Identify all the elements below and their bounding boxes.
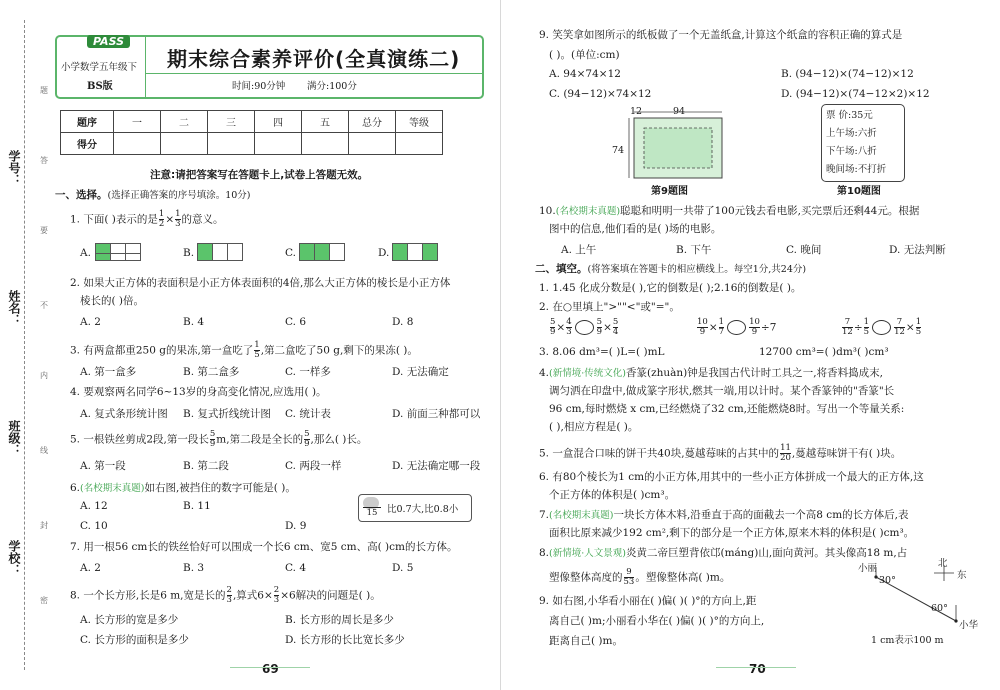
- fraction: $\frac{5}{9}$: [209, 429, 216, 449]
- compass-north: 北: [938, 558, 948, 569]
- compare-circle[interactable]: [575, 320, 594, 335]
- ticket-line: 下午场:八折: [826, 146, 877, 157]
- section-2-heading: [535, 262, 806, 277]
- binding-char: 题: [40, 86, 48, 95]
- q6-figure: [358, 494, 472, 522]
- fig10-caption: 第10题图: [837, 186, 881, 197]
- table-cell: 得分: [61, 133, 114, 155]
- f8-tag: (新情境·人文景观): [549, 548, 626, 559]
- page-number-right: 70: [749, 662, 766, 676]
- q1-figure-a-divider: [95, 253, 141, 254]
- school-label: 学校：: [7, 540, 21, 576]
- fill-1: 1. 1.45 化成分数是( ),它的倒数是( );2.16的倒数是( )。: [539, 282, 802, 294]
- f8-text-2: 塑像整体高度的: [549, 571, 623, 584]
- score-cell: [396, 133, 443, 155]
- figure-9-diagram: [626, 106, 731, 186]
- exam-header: [55, 35, 484, 99]
- q1-option-c[interactable]: C.: [285, 247, 296, 259]
- table-cell: 等级: [396, 111, 443, 133]
- section-2-title: 二、填空。: [535, 263, 588, 275]
- fill-3a: 3. 8.06 dm³=( )L=( )mL: [539, 346, 665, 358]
- q6-option-d[interactable]: D. 9: [285, 520, 307, 532]
- notice: 注意:请把答案写在答题卡上,试卷上答题无效。: [150, 169, 369, 181]
- binding-char: 不: [40, 301, 48, 310]
- q3-option-a[interactable]: A. 第一盒多: [80, 366, 137, 378]
- fraction: $\frac{11}{20}$: [780, 443, 791, 463]
- compare-2: $\frac{10}{9}$ × $\frac{1}{7}$ $\frac{10}{9}$ ÷7: [697, 317, 777, 337]
- section-2-note: (将答案填在答题卡的相应横线上。每空1分,共24分): [587, 264, 807, 275]
- q5-text-mid: m,第二段是全长的: [216, 433, 304, 446]
- question-5: [70, 430, 367, 449]
- table-cell: 总分: [349, 111, 396, 133]
- q2-option-c[interactable]: C. 6: [285, 316, 307, 328]
- q5-option-a[interactable]: A. 第一段: [80, 460, 126, 472]
- binding-char: 内: [40, 371, 48, 380]
- q7-option-a[interactable]: A. 2: [80, 562, 101, 574]
- f4-number: 4.: [539, 367, 550, 379]
- header-divider: [145, 73, 482, 74]
- fill-6-line1: 6. 有80个棱长为1 cm的小正方体,用其中的一些小正方体拼成一个最大的正方体,这: [539, 471, 924, 483]
- q9-option-d[interactable]: D. (94−12)×(74−12×2)×12: [781, 88, 930, 100]
- f4-tag: (新情境·传统文化): [549, 368, 626, 379]
- q1-figure-d: [392, 243, 438, 261]
- page-number-rule: [230, 667, 310, 668]
- q5-option-d[interactable]: D. 无法确定哪一段: [392, 460, 481, 472]
- score-table-score-row: [61, 133, 443, 155]
- q6-number: 6.: [70, 482, 81, 494]
- q6-tag: (名校期末真题): [80, 483, 145, 494]
- binding-char: 答: [40, 156, 48, 165]
- q1-option-a[interactable]: A.: [80, 247, 91, 259]
- compass-east: 东: [957, 570, 967, 581]
- exam-time: 时间:90分钟: [232, 81, 286, 92]
- score-cell: [349, 133, 396, 155]
- compare-1: $\frac{5}{9}$ × $\frac{4}{3}$ $\frac{5}{9}$ × $\frac{5}{4}$: [550, 317, 619, 337]
- binding-char: 封: [40, 521, 48, 530]
- q10-option-b[interactable]: B. 下午: [676, 244, 712, 256]
- fill-9-line1: 9. 如右图,小华看小丽在( )偏( )( )°的方向上,距: [539, 595, 757, 607]
- table-cell: 五: [302, 111, 349, 133]
- xiaohua-point: [954, 619, 957, 622]
- binding-char: 要: [40, 226, 48, 235]
- q9-option-a[interactable]: A. 94×74×12: [549, 68, 621, 80]
- fill-9-line3: 距离自己( )m。: [549, 635, 623, 647]
- question-8: [70, 586, 381, 605]
- fig9-caption: 第9题图: [651, 186, 688, 197]
- q6-text: 如右图,被挡住的数字可能是( )。: [144, 482, 296, 494]
- q5-option-c[interactable]: C. 两段一样: [285, 460, 342, 472]
- table-cell: 二: [161, 111, 208, 133]
- fraction: $\frac{1}{3}$: [175, 209, 181, 229]
- section-1-heading: [55, 188, 251, 203]
- score-cell: [114, 133, 161, 155]
- q5-text: 5. 一根铁丝剪成2段,第一段长: [70, 433, 209, 446]
- edition-label: BS版: [87, 81, 113, 92]
- fill-6-line2: 个正方体的体积是( )cm³。: [549, 489, 676, 501]
- q2-option-d[interactable]: D. 8: [392, 316, 414, 328]
- q10-text-line2: 图中的信息,他们看的是( )场的电影。: [549, 223, 722, 235]
- student-id-label: 学号：: [7, 150, 21, 186]
- page-number-left: 69: [262, 662, 279, 676]
- q4-option-d[interactable]: D. 前面三种都可以: [392, 408, 481, 420]
- fraction: $\frac{2}{3}$: [226, 585, 232, 605]
- binding-char: 密: [40, 596, 48, 605]
- score-cell: [208, 133, 255, 155]
- fill-4-line4: ( ),相应方程是( )。: [549, 421, 639, 433]
- f7-number: 7.: [539, 509, 550, 521]
- fraction: $\frac{5}{9}$: [304, 429, 310, 449]
- score-table: [60, 110, 443, 155]
- q10-text: 聪聪和明明一共带了100元钱去看电影,买完票后还剩44元。根据: [620, 205, 920, 217]
- q10-option-a[interactable]: A. 上午: [561, 244, 597, 256]
- ticket-line: 上午场:六折: [826, 128, 877, 139]
- q1-text: 1. 下面( )表示的是: [70, 213, 158, 226]
- f7-text: 一块长方体木料,沿垂直于高的面截去一个高8 cm的长方体后,表: [613, 509, 909, 521]
- question-6: [70, 481, 296, 496]
- fraction: $\frac{1}{2}$: [158, 209, 165, 229]
- q7-option-b[interactable]: B. 3: [183, 562, 205, 574]
- fill-2: 2. 在○里填上">""<"或"="。: [539, 301, 680, 313]
- map-scale: 1 cm表示100 m: [871, 635, 944, 646]
- q8-option-c[interactable]: C. 长方形的面积是多少: [80, 634, 189, 646]
- fill-4-line2: 调匀洒在印盘中,做成篆字形状,燃其一端,用以计时。某个香篆钟的"香篆"长: [549, 385, 895, 397]
- xiaoli-point: [874, 575, 877, 578]
- q1-option-d[interactable]: D.: [378, 247, 390, 259]
- table-cell: 题序: [61, 111, 114, 133]
- binding-char: 线: [40, 446, 48, 455]
- box-base: [644, 128, 712, 168]
- q6-fraction: 15: [363, 498, 381, 518]
- f8-text: 炎黄二帝巨塑背依邙(máng)山,面向黄河。其头像高18 m,占: [625, 547, 908, 559]
- q1-option-b[interactable]: B.: [183, 247, 195, 259]
- q3-option-d[interactable]: D. 无法确定: [392, 366, 449, 378]
- binding-margin: [0, 0, 52, 690]
- compare-circle[interactable]: [727, 320, 746, 335]
- class-label: 班级：: [7, 420, 21, 456]
- compare-circle[interactable]: [872, 320, 891, 335]
- q2-option-b[interactable]: B. 4: [183, 316, 205, 328]
- q6-option-a[interactable]: A. 12: [80, 500, 108, 512]
- q6-figure-text: 比0.7大,比0.8小: [387, 504, 459, 515]
- brand-logo: PASS: [87, 35, 130, 48]
- f7-tag: (名校期末真题): [549, 510, 614, 521]
- section-1-note: (选择正确答案的序号填涂。10分): [107, 190, 251, 201]
- fill-3b: 12700 cm³=( )dm³( )cm³: [759, 346, 889, 358]
- q8-option-d[interactable]: D. 长方形的长比宽长多少: [285, 634, 405, 646]
- full-score: 满分:100分: [307, 81, 357, 92]
- fill-8: [539, 546, 907, 561]
- q8-option-a[interactable]: A. 长方形的宽是多少: [80, 614, 179, 626]
- q3-text: 3. 有两盒都重250 g的果冻,第一盒吃了: [70, 344, 254, 357]
- f4-text: 香篆(zhuàn)钟是我国古代计时工具之一,将香料捣成末,: [625, 367, 883, 379]
- q4-text: 4. 要观察两名同学6~13岁的身高变化情况,应选用( )。: [70, 386, 327, 398]
- fig9-label-94: 94: [673, 106, 686, 117]
- fill-4: [539, 366, 883, 381]
- fill-8-line2: [549, 568, 730, 587]
- q6-option-c[interactable]: C. 10: [80, 520, 108, 532]
- map-angle-30: 30°: [879, 575, 896, 586]
- table-cell: 四: [255, 111, 302, 133]
- question-3: [70, 341, 418, 360]
- question-1: 1. 下面( )表示的是 $\frac{1}{2}$ × $\frac{1}{3}$ 的意义。: [70, 209, 224, 229]
- q2-text-line1: 2. 如果大正方体的表面积是小正方体表面积的4倍,那么大正方体的棱长是小正方体: [70, 277, 451, 289]
- q10-option-d[interactable]: D. 无法判断: [889, 244, 946, 256]
- q7-option-c[interactable]: C. 4: [285, 562, 307, 574]
- q3-option-c[interactable]: C. 一样多: [285, 366, 331, 378]
- score-cell: [255, 133, 302, 155]
- f8-number: 8.: [539, 547, 550, 559]
- q10-option-c[interactable]: C. 晚间: [786, 244, 822, 256]
- q9-text-line2: ( )。(单位:cm): [549, 49, 620, 61]
- map-xiaoli: 小丽: [858, 563, 878, 574]
- ticket-line: 票 价:35元: [826, 110, 873, 121]
- q4-option-a[interactable]: A. 复式条形统计图: [80, 408, 168, 420]
- fraction: $\frac{9}{53}$: [623, 567, 635, 587]
- score-table-header-row: [61, 111, 443, 133]
- fill-5: [539, 444, 901, 463]
- fill-9-line2: 离自己( )m;小丽看小华在( )偏( )( )°的方向上,: [549, 615, 765, 627]
- q4-option-c[interactable]: C. 统计表: [285, 408, 331, 420]
- f5-text: 5. 一盒混合口味的饼干共40块,蔓越莓味的占其中的: [539, 447, 780, 460]
- fig9-label-12: 12: [630, 106, 643, 117]
- q3-text-end: ,第二盒吃了50 g,剩下的果冻( )。: [260, 344, 418, 357]
- q10-tag: (名校期末真题): [555, 206, 621, 217]
- q2-text-line2: 棱长的( )倍。: [80, 295, 145, 307]
- question-10: [539, 204, 919, 219]
- q4-option-b[interactable]: B. 复式折线统计图: [183, 408, 271, 420]
- right-page: [500, 0, 1000, 690]
- fraction: $\frac{2}{3}$: [273, 585, 280, 605]
- q1-figure-b: [197, 243, 243, 261]
- name-label: 姓名：: [7, 290, 21, 326]
- q10-number: 10.: [539, 205, 556, 217]
- q9-option-b[interactable]: B. (94−12)×(74−12)×12: [781, 68, 914, 80]
- score-cell: [161, 133, 208, 155]
- q5-option-b[interactable]: B. 第二段: [183, 460, 229, 472]
- score-cell: [302, 133, 349, 155]
- compare-3: $\frac{7}{12}$ ÷ $\frac{1}{5}$ $\frac{7}{12}$ × $\frac{1}{5}$: [842, 317, 922, 337]
- map-angle-60: 60°: [931, 603, 948, 614]
- fill-7-line2: 面积比原来减少192 cm²,剩下的部分是一个正方体,原来木料的体积是( )cm³。: [549, 527, 915, 539]
- fill-4-line3: 96 cm,每时燃烧 x cm,已经燃烧了32 cm,还能燃烧8时。写出一个等量关系:: [549, 403, 905, 415]
- f5-text-end: ,蔓越莓味饼干有( )块。: [791, 447, 902, 460]
- q8-text-mid: ,算式6×: [232, 589, 273, 602]
- q5-text-end: ,那么( )长。: [310, 433, 368, 446]
- q7-text: 7. 用一根56 cm长的铁丝恰好可以围成一个长6 cm、宽5 cm、高( )cm的长方体。: [70, 541, 458, 553]
- q9-text-line1: 9. 笑笑拿如图所示的纸板做了一个无盖纸盒,计算这个纸盒的容积正确的算式是: [539, 29, 903, 41]
- q3-option-b[interactable]: B. 第二盒多: [183, 366, 240, 378]
- ticket-line: 晚间场:不打折: [826, 164, 887, 175]
- q9-option-c[interactable]: C. (94−12)×74×12: [549, 88, 652, 100]
- map-xiaohua: 小华: [959, 620, 979, 631]
- q1-figure-a: [95, 243, 141, 261]
- q6-option-b[interactable]: B. 11: [183, 500, 211, 512]
- q1-text-end: 的意义。: [181, 213, 224, 226]
- section-1-title: 一、选择。: [55, 189, 108, 201]
- q8-option-b[interactable]: B. 长方形的周长是多少: [285, 614, 394, 626]
- ticket-price-board: [821, 104, 905, 182]
- fill-7: [539, 508, 908, 523]
- header-grade-box: [57, 37, 146, 97]
- grade-label: 小学数学五年级下: [61, 62, 138, 73]
- page-number-rule: [716, 667, 796, 668]
- fig9-label-74: 74: [612, 145, 625, 156]
- q8-text-end: ×6解决的问题是( )。: [280, 589, 381, 602]
- page-title: 期末综合素养评价(全真演练二): [167, 47, 461, 71]
- q2-option-a[interactable]: A. 2: [80, 316, 101, 328]
- q8-text: 8. 一个长方形,长是6 m,宽是长的: [70, 589, 226, 602]
- q7-option-d[interactable]: D. 5: [392, 562, 414, 574]
- table-cell: 一: [114, 111, 161, 133]
- f8-text-end: 。塑像整体高( )m。: [635, 571, 731, 584]
- fraction: $\frac{1}{5}$: [254, 340, 260, 360]
- table-cell: 三: [208, 111, 255, 133]
- q1-figure-c: [299, 243, 345, 261]
- binding-line: [24, 20, 25, 670]
